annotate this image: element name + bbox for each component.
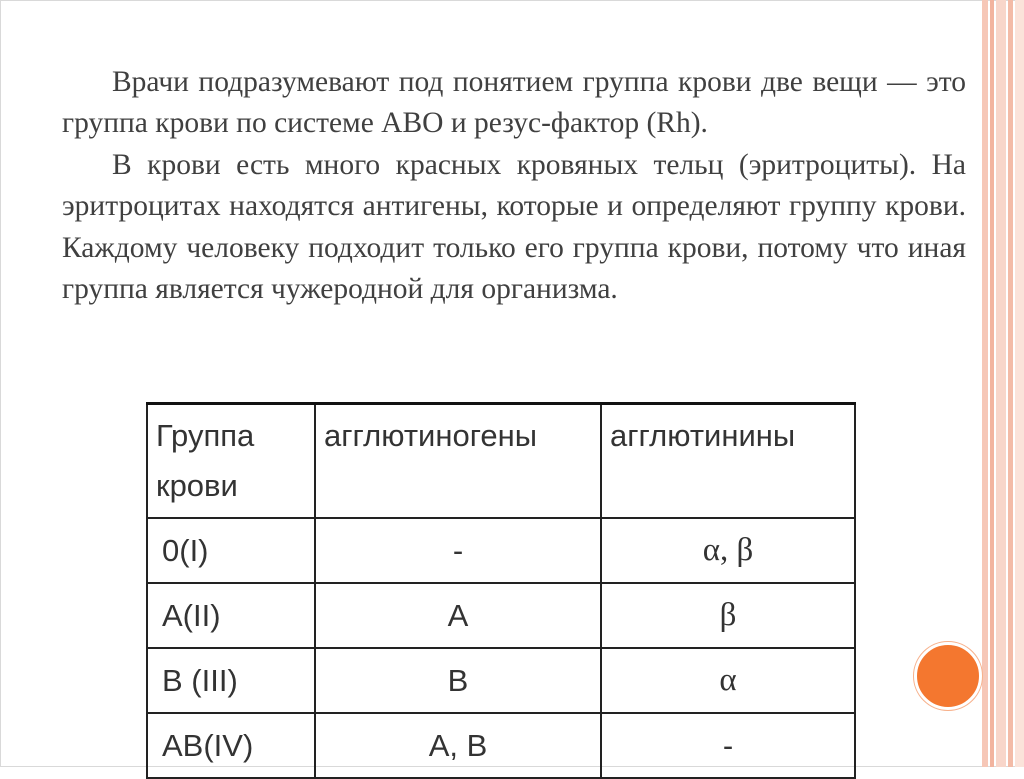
- cell-group: AB(IV): [147, 713, 315, 778]
- paragraph-blood-group-definition: Врачи подразумевают под понятием группа крови две вещи — это группа крови по системе АВО и резус-фактор (Rh).: [62, 66, 966, 140]
- decorative-stripe: [1015, 0, 1024, 767]
- table-row: [147, 648, 855, 713]
- header-agglutinins: агглютинины: [601, 404, 855, 519]
- paragraph-erythrocytes: В крови есть много красных кровяных тельц (эритроциты). На эритроцитах находятся антигены, которые и определяют группу крови. Каждому человеку подходит только его группа крови, потому что иная группа является чужеродной для организма.: [62, 148, 966, 306]
- header-blood-group: Группа крови: [147, 404, 315, 519]
- decorative-stripe: [990, 0, 994, 767]
- cell-agglutinogens: B: [315, 648, 601, 713]
- body-text: [62, 62, 966, 310]
- cell-agglutinogens: A, B: [315, 713, 601, 778]
- cell-agglutinins: α, β: [601, 518, 855, 583]
- cell-group: B (III): [147, 648, 315, 713]
- decorative-stripe: [982, 0, 988, 767]
- cell-group: A(II): [147, 583, 315, 648]
- table-row: [147, 518, 855, 583]
- blood-group-table: [146, 402, 856, 779]
- table-row: [147, 713, 855, 778]
- decorative-stripe: [1008, 0, 1013, 767]
- decorative-circle: [914, 642, 982, 710]
- cell-agglutinins: -: [601, 713, 855, 778]
- header-agglutinogens: агглютиногены: [315, 404, 601, 519]
- cell-group: 0(I): [147, 518, 315, 583]
- table-row: [147, 583, 855, 648]
- cell-agglutinins: α: [601, 648, 855, 713]
- cell-agglutinogens: -: [315, 518, 601, 583]
- decorative-stripe: [996, 0, 1006, 767]
- table-header-row: [147, 404, 855, 519]
- cell-agglutinogens: A: [315, 583, 601, 648]
- cell-agglutinins: β: [601, 583, 855, 648]
